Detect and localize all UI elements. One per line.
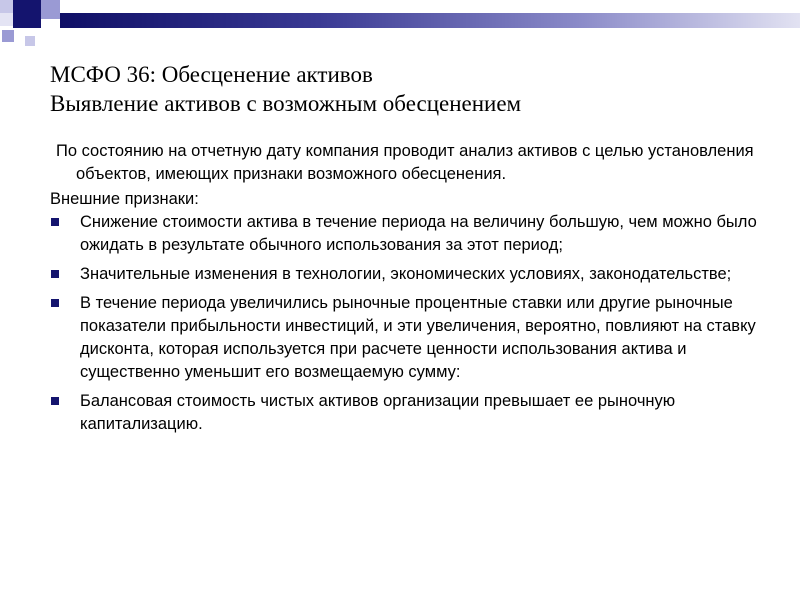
list-item-text: В течение периода увеличились рыночные процентные ставки или другие рыночные показатели прибыльности инвестиций, и эти увеличения, вероятно, повлияют на ставку дисконта, которая используется при расчете ценности использования актива и существенно уменьшит его возмещаемую сумму: — [80, 294, 756, 381]
bullet-list — [50, 211, 764, 436]
list-item — [50, 211, 764, 257]
list-item-text: Снижение стоимости актива в течение периода на величину большую, чем можно было ожидать в результате обычного использования за этот период; — [80, 213, 757, 254]
square-bullet-icon — [51, 397, 59, 405]
list-item-text: Балансовая стоимость чистых активов организации превышает ее рыночную капитализацию. — [80, 392, 676, 433]
list-item — [50, 263, 764, 286]
decor-square — [41, 0, 60, 19]
square-bullet-icon — [51, 299, 59, 307]
slide-title — [50, 60, 770, 118]
square-bullet-icon — [51, 270, 59, 278]
decor-square — [13, 0, 41, 28]
external-signs-label: Внешние признаки: — [50, 190, 199, 208]
title-line-1: МСФО 36: Обесценение активов — [50, 62, 373, 87]
slide-body — [50, 140, 764, 442]
intro-paragraph: По состоянию на отчетную дату компания проводит анализ активов с целью установления объектов, имеющих признаки возможного обесценения. — [56, 142, 754, 183]
decor-square — [0, 0, 13, 13]
decor-square — [2, 30, 14, 42]
decor-square — [0, 13, 13, 26]
square-bullet-icon — [51, 218, 59, 226]
decor-square — [25, 36, 35, 46]
list-item-text: Значительные изменения в технологии, экономических условиях, законодательстве; — [80, 265, 732, 283]
list-item — [50, 292, 764, 384]
list-item — [50, 390, 764, 436]
gradient-band — [60, 13, 800, 28]
header-decoration — [0, 0, 800, 52]
title-line-2: Выявление активов с возможным обесценением — [50, 91, 522, 116]
